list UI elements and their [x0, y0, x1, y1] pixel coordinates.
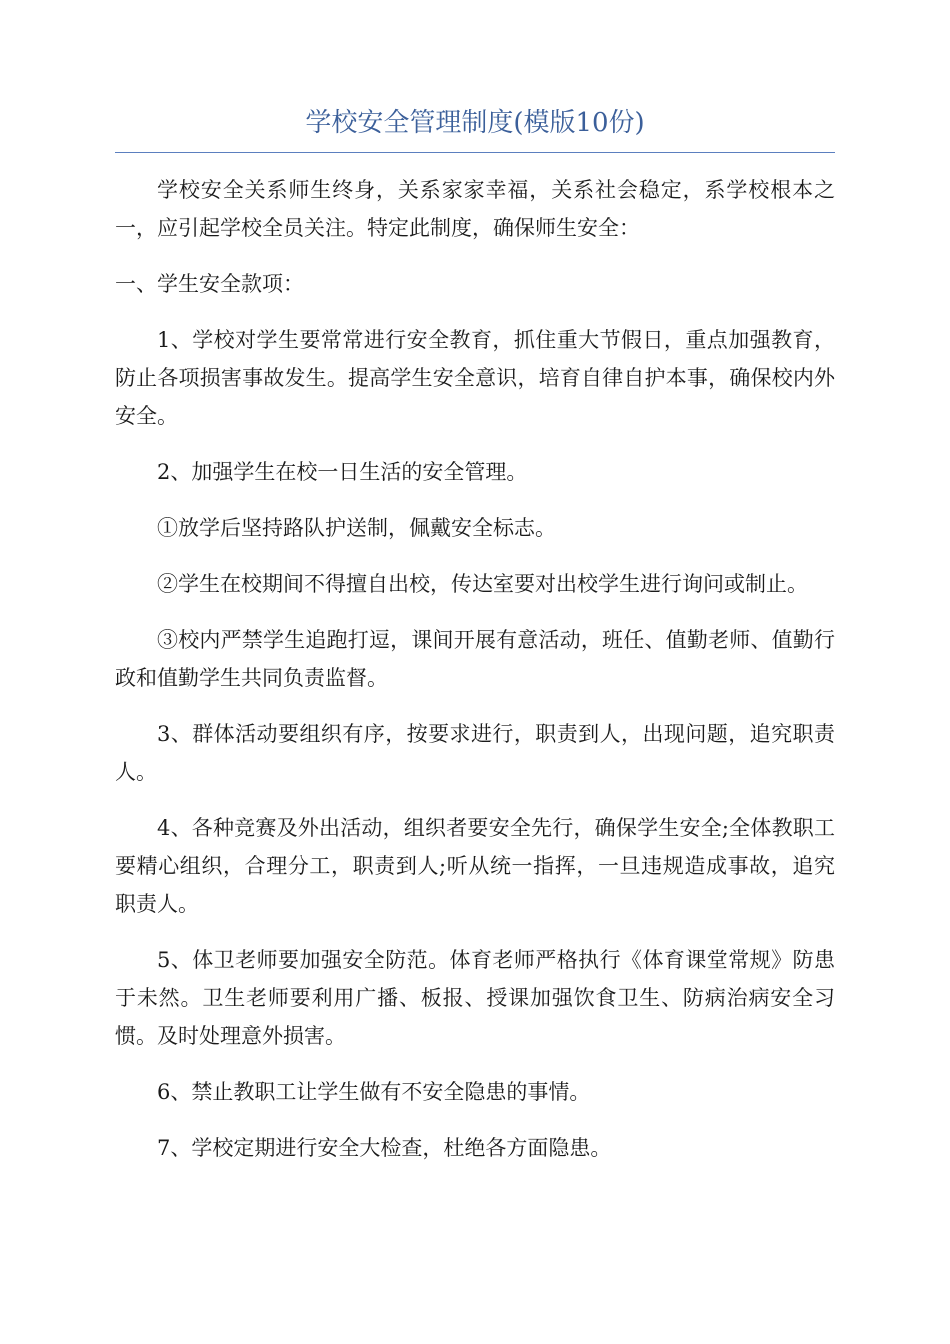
document-title: 学校安全管理制度(模版10份)	[115, 100, 835, 153]
list-item: 5、体卫老师要加强安全防范。体育老师严格执行《体育课堂常规》防患于未然。卫生老师要利用广播、板报、授课加强饮食卫生、防病治病安全习惯。及时处理意外损害。	[115, 948, 835, 1048]
list-item: 2、加强学生在校一日生活的安全管理。	[157, 460, 528, 484]
intro-paragraph: 学校安全关系师生终身，关系家家幸福，关系社会稳定，系学校根本之一，应引起学校全员关注。特定此制度，确保师生安全：	[115, 178, 835, 240]
sub-list-item: ①放学后坚持路队护送制，佩戴安全标志。	[157, 516, 556, 540]
list-item: 4、各种竞赛及外出活动，组织者要安全先行，确保学生安全;全体教职工要精心组织，合理分工，职责到人;听从统一指挥，一旦违规造成事故，追究职责人。	[115, 816, 835, 916]
sub-list-item: ③校内严禁学生追跑打逗，课间开展有意活动，班任、值勤老师、值勤行政和值勤学生共同负责监督。	[115, 628, 835, 690]
list-item: 1、学校对学生要常常进行安全教育，抓住重大节假日，重点加强教育，防止各项损害事故发生。提高学生安全意识，培育自律自护本事，确保校内外安全。	[115, 328, 835, 428]
sub-list-item: ②学生在校期间不得擅自出校，传达室要对出校学生进行询问或制止。	[157, 572, 808, 596]
document-page	[115, 100, 835, 1185]
list-item: 3、群体活动要组织有序，按要求进行，职责到人，出现问题，追究职责人。	[115, 722, 835, 784]
section-heading: 一、学生安全款项：	[115, 272, 304, 296]
document-body	[115, 171, 835, 1167]
list-item: 6、禁止教职工让学生做有不安全隐患的事情。	[157, 1080, 591, 1104]
list-item: 7、学校定期进行安全大检查，杜绝各方面隐患。	[157, 1136, 612, 1160]
